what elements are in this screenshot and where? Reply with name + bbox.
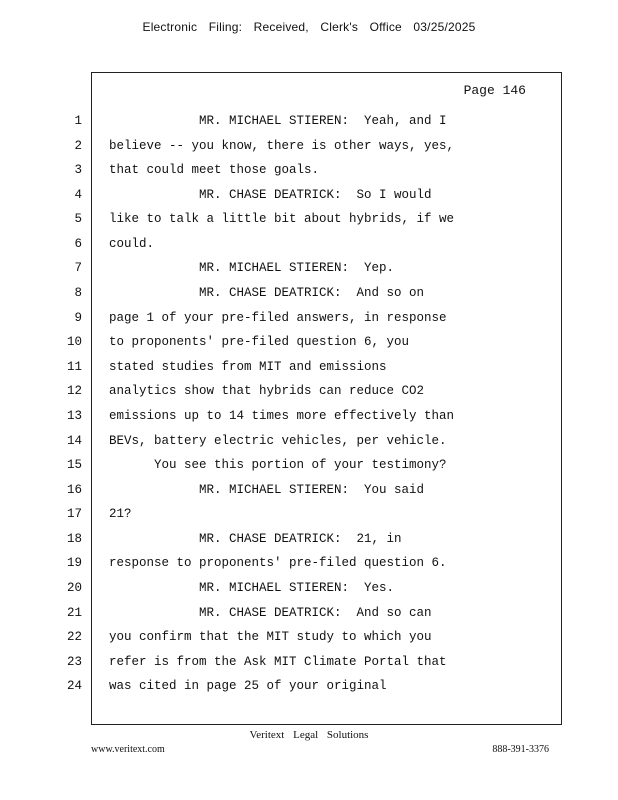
transcript-line: was cited in page 25 of your original xyxy=(109,679,387,693)
line-number: 12 xyxy=(66,384,82,398)
line-number: 1 xyxy=(74,114,82,128)
line-number: 18 xyxy=(66,532,82,546)
transcript-line: to proponents' pre-filed question 6, you xyxy=(109,335,410,349)
line-number: 24 xyxy=(66,679,82,693)
line-number: 4 xyxy=(74,188,82,202)
transcript-line: MR. MICHAEL STIEREN: Yeah, and I xyxy=(109,114,447,128)
line-number: 9 xyxy=(74,311,82,325)
transcript-line: like to talk a little bit about hybrids, if we xyxy=(109,212,455,226)
transcript-line: you confirm that the MIT study to which you xyxy=(109,630,432,644)
transcript-line: emissions up to 14 times more effectively than xyxy=(109,409,455,423)
page-number: Page 146 xyxy=(463,83,526,98)
line-number: 14 xyxy=(66,434,82,448)
transcript-line: MR. CHASE DEATRICK: So I would xyxy=(109,188,432,202)
line-number: 17 xyxy=(66,507,82,521)
line-number: 23 xyxy=(66,655,82,669)
transcript-line: BEVs, battery electric vehicles, per vehicle. xyxy=(109,434,447,448)
transcript-line: 21? xyxy=(109,507,132,521)
transcript-line: that could meet those goals. xyxy=(109,163,320,177)
line-number: 21 xyxy=(66,606,82,620)
transcript-line: You see this portion of your testimony? xyxy=(109,458,447,472)
transcript-line: believe -- you know, there is other ways, yes, xyxy=(109,139,455,153)
footer-website: www.veritext.com xyxy=(91,744,165,755)
line-number: 3 xyxy=(74,163,82,177)
transcript-line: could. xyxy=(109,237,155,251)
line-number: 2 xyxy=(74,139,82,153)
line-number: 20 xyxy=(66,581,82,595)
transcript-line: MR. CHASE DEATRICK: 21, in xyxy=(109,532,402,546)
transcript-line: analytics show that hybrids can reduce CO2 xyxy=(109,384,425,398)
transcript-line: page 1 of your pre-filed answers, in response xyxy=(109,311,447,325)
transcript-line: MR. CHASE DEATRICK: And so can xyxy=(109,606,432,620)
line-number: 22 xyxy=(66,630,82,644)
transcript-line: MR. CHASE DEATRICK: And so on xyxy=(109,286,425,300)
line-number: 10 xyxy=(66,335,82,349)
transcript-line: refer is from the Ask MIT Climate Portal that xyxy=(109,655,447,669)
footer-phone: 888-391-3376 xyxy=(492,744,549,755)
footer-company: Veritext Legal Solutions xyxy=(249,729,369,741)
line-number: 13 xyxy=(66,409,82,423)
line-number: 19 xyxy=(66,556,82,570)
transcript-line: response to proponents' pre-filed question 6. xyxy=(109,556,447,570)
filing-stamp-header: Electronic Filing: Received, Clerk's Office 03/25/2025 xyxy=(142,20,476,34)
line-number: 7 xyxy=(74,261,82,275)
line-number: 11 xyxy=(66,360,82,374)
line-number: 15 xyxy=(66,458,82,472)
line-number: 5 xyxy=(74,212,82,226)
line-number: 8 xyxy=(74,286,82,300)
line-number: 6 xyxy=(74,237,82,251)
line-number: 16 xyxy=(66,483,82,497)
transcript-line: MR. MICHAEL STIEREN: You said xyxy=(109,483,425,497)
transcript-line: MR. MICHAEL STIEREN: Yes. xyxy=(109,581,395,595)
transcript-line: stated studies from MIT and emissions xyxy=(109,360,387,374)
transcript-line: MR. MICHAEL STIEREN: Yep. xyxy=(109,261,395,275)
